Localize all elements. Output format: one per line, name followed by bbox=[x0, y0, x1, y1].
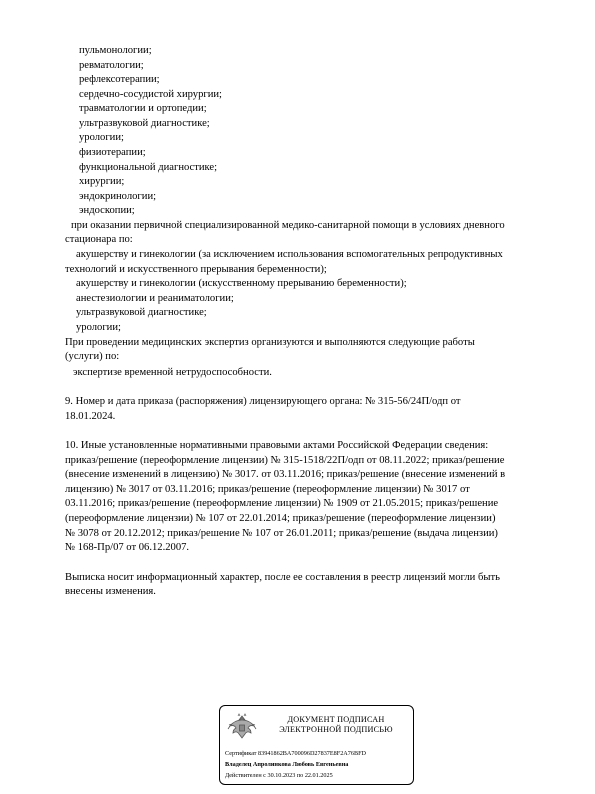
expertise-item: экспертизе временной нетрудоспособности. bbox=[73, 367, 272, 378]
disclaimer-cont: внесены изменения. bbox=[65, 586, 156, 597]
section-10-cont: лицензию) № 3017 от 03.11.2016; приказ/решение (переоформление лицензии) № 3017 от bbox=[65, 484, 470, 495]
specialty-item: хирургии; bbox=[79, 176, 125, 187]
electronic-signature-stamp bbox=[219, 705, 414, 785]
stamp-title bbox=[266, 715, 406, 735]
stamp-validity: Действителен с 30.10.2023 по 22.01.2025 bbox=[225, 772, 333, 779]
expertise-intro-cont: (услуги) по: bbox=[65, 351, 120, 362]
specialty-item: сердечно-сосудистой хирургии; bbox=[79, 89, 223, 100]
day-hospital-item: урологии; bbox=[76, 322, 121, 333]
specialty-item: эндоскопии; bbox=[79, 205, 135, 216]
expertise-intro: При проведении медицинских экспертиз организуются и выполняются следующие работы bbox=[65, 337, 475, 348]
specialty-item: эндокринологии; bbox=[79, 191, 157, 202]
stamp-owner: Владелец Апролинкова Любовь Евгеньевна bbox=[225, 761, 349, 768]
day-hospital-item: акушерству и гинекологии (искусственному прерыванию беременности); bbox=[76, 278, 407, 289]
section-10: 10. Иные установленные нормативными правовыми актами Российской Федерации сведения: bbox=[65, 440, 489, 451]
stamp-certificate: Сертификат 83941862BA700096D27837E8F2A76BFD bbox=[225, 750, 366, 757]
specialty-item: пульмонологии; bbox=[79, 45, 152, 56]
specialty-item: урологии; bbox=[79, 132, 124, 143]
section-10-cont: приказ/решение (переоформление лицензии) № 315-1518/22П/одп от 08.11.2022; приказ/решение bbox=[65, 455, 505, 466]
specialty-item: травматологии и ортопедии; bbox=[79, 103, 207, 114]
section-9-cont: 18.01.2024. bbox=[65, 411, 116, 422]
specialty-item: рефлексотерапии; bbox=[79, 74, 160, 85]
day-hospital-item: анестезиологии и реаниматологии; bbox=[76, 293, 234, 304]
disclaimer: Выписка носит информационный характер, после ее составления в реестр лицензий могли быть bbox=[65, 572, 500, 583]
day-hospital-item: ультразвуковой диагностике; bbox=[76, 307, 207, 318]
specialty-item: функциональной диагностике; bbox=[79, 162, 218, 173]
specialty-item: ультразвуковой диагностике; bbox=[79, 118, 210, 129]
day-hospital-item: акушерству и гинекологии (за исключением использования вспомогательных репродуктивных bbox=[76, 249, 503, 260]
section-10-cont: № 168-Пр/07 от 06.12.2007. bbox=[65, 542, 190, 553]
specialty-item: ревматологии; bbox=[79, 60, 144, 71]
day-hospital-intro: при оказании первичной специализированной медико-санитарной помощи в условиях дневного bbox=[71, 220, 505, 231]
section-10-cont: № 3078 от 20.12.2012; приказ/решение № 107 от 26.01.2011; приказ/решение (выдача лицензии) bbox=[65, 528, 498, 539]
day-hospital-intro-cont: стационара по: bbox=[65, 234, 133, 245]
section-10-cont: 03.11.2016; приказ/решение (переоформление лицензии) № 1909 от 21.05.2015; приказ/решение bbox=[65, 498, 499, 509]
stamp-title-line2: ЭЛЕКТРОННОЙ ПОДПИСЬЮ bbox=[279, 725, 393, 734]
section-10-cont: (переоформление лицензии) № 107 от 22.01.2014; приказ/решение (переоформление лицензии) bbox=[65, 513, 496, 524]
day-hospital-item-cont: технологий и искусственного прерывания беременности); bbox=[65, 264, 327, 275]
russian-coat-of-arms-icon bbox=[226, 712, 258, 742]
section-9: 9. Номер и дата приказа (распоряжения) лицензирующего органа: № 315-56/24П/одп от bbox=[65, 396, 461, 407]
stamp-title-line1: ДОКУМЕНТ ПОДПИСАН bbox=[287, 715, 385, 724]
section-10-cont: (внесение изменений в лицензию) № 3017. от 03.11.2016; приказ/решение (внесение изменений в bbox=[65, 469, 506, 480]
specialty-item: физиотерапии; bbox=[79, 147, 146, 158]
